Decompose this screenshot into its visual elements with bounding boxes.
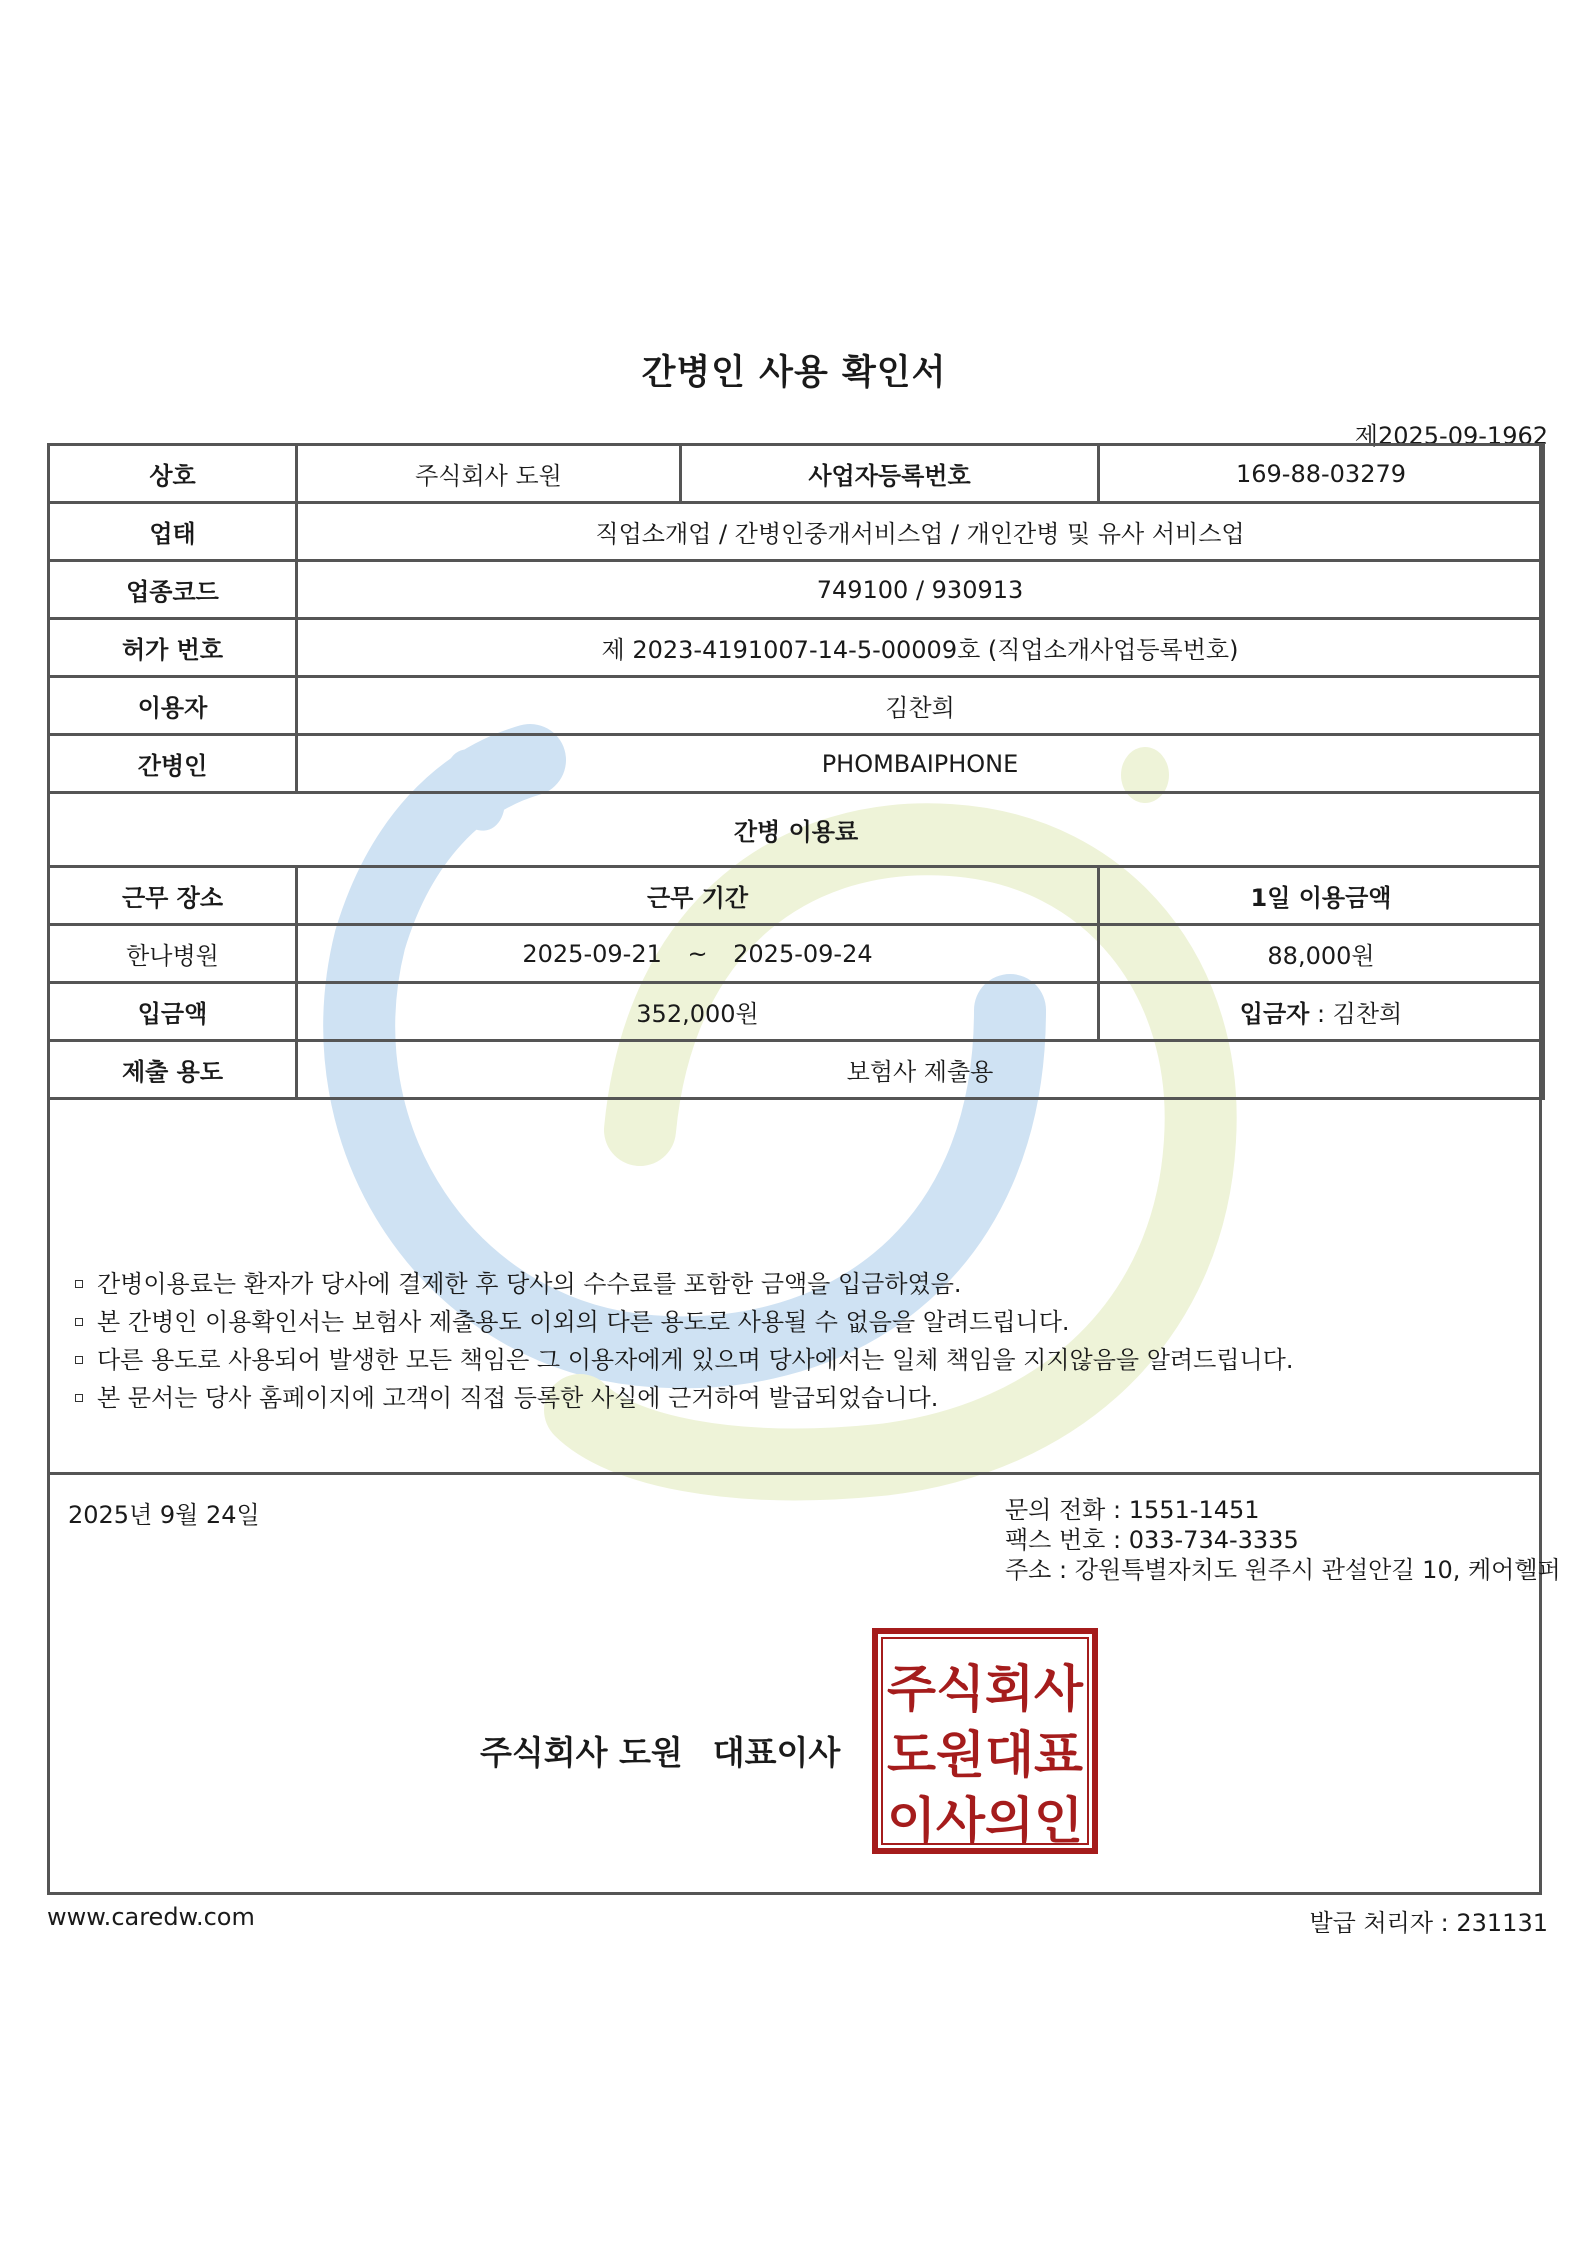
- deposit-value: 352,000원: [297, 983, 1099, 1041]
- license-value: 제 2023-4191007-14-5-00009호 (직업소개사업등록번호): [297, 619, 1544, 677]
- work-place-value: 한나병원: [49, 925, 297, 983]
- website-link[interactable]: www.caredw.com: [47, 1903, 255, 1931]
- purpose-value: 보험사 제출용: [297, 1041, 1544, 1099]
- table-row: [49, 867, 1544, 925]
- square-bullet-icon: [75, 1318, 83, 1326]
- period-end: 2025-09-24: [733, 939, 873, 968]
- work-period-label: 근무 기간: [297, 867, 1099, 925]
- svg-text:이사의인: 이사의인: [887, 1792, 1083, 1850]
- user-value: 김찬희: [297, 677, 1544, 735]
- period-start: 2025-09-21: [522, 939, 662, 968]
- work-place-label: 근무 장소: [49, 867, 297, 925]
- depositor-separator: :: [1309, 1000, 1333, 1028]
- company-signature: [480, 1727, 840, 1774]
- bizno-label: 사업자등록번호: [681, 445, 1099, 503]
- user-label: 이용자: [49, 677, 297, 735]
- table-row: [49, 735, 1544, 793]
- table-row: [49, 1041, 1544, 1099]
- list-item: [75, 1379, 1293, 1417]
- industry-code-value: 749100 / 930913: [297, 561, 1544, 619]
- contact-info: [1005, 1495, 1561, 1585]
- note-text: 본 문서는 당사 홈페이지에 고객이 직접 등록한 사실에 근거하여 발급되었습니다.: [97, 1384, 939, 1412]
- table-row: [49, 983, 1544, 1041]
- square-bullet-icon: [75, 1356, 83, 1364]
- list-item: [75, 1265, 1293, 1303]
- issuer-id: 발급 처리자 : 231131: [1309, 1909, 1548, 1937]
- industry-code-label: 업종코드: [49, 561, 297, 619]
- document-number: 제2025-09-1962: [1354, 422, 1548, 450]
- bizno-value: 169-88-03279: [1099, 445, 1544, 503]
- depositor-value: 김찬희: [1332, 1000, 1403, 1028]
- depositor-label: 입금자: [1239, 1000, 1310, 1028]
- phone-number: 문의 전화 : 1551-1451: [1005, 1496, 1260, 1524]
- representative-title: 대표이사: [712, 1733, 841, 1772]
- notes-list: [75, 1265, 1293, 1417]
- company-address: 주소 : 강원특별자치도 원주시 관설안길 10, 케어헬퍼: [1005, 1556, 1561, 1584]
- work-period-value: [297, 925, 1099, 983]
- purpose-label: 제출 용도: [49, 1041, 297, 1099]
- caregiver-value: PHOMBAIPHONE: [297, 735, 1544, 793]
- note-text: 본 간병인 이용확인서는 보험사 제출용도 이외의 다른 용도로 사용될 수 없음을 알려드립니다.: [97, 1308, 1070, 1336]
- biztype-label: 업태: [49, 503, 297, 561]
- table-row: [49, 793, 1544, 867]
- company-value: 주식회사 도원: [297, 445, 681, 503]
- list-item: [75, 1303, 1293, 1341]
- table-row: [49, 503, 1544, 561]
- period-separator: ~: [687, 939, 708, 968]
- company-seal-stamp: [872, 1628, 1098, 1854]
- svg-text:도원대표: 도원대표: [887, 1726, 1084, 1784]
- section-divider: [47, 1472, 1542, 1475]
- company-label: 상호: [49, 445, 297, 503]
- list-item: [75, 1341, 1293, 1379]
- svg-text:주식회사: 주식회사: [887, 1660, 1084, 1718]
- info-table: [47, 443, 1545, 1100]
- table-row: [49, 445, 1544, 503]
- daily-fee-value: 88,000원: [1099, 925, 1544, 983]
- note-text: 다른 용도로 사용되어 발생한 모든 책임은 그 이용자에게 있으며 당사에서는 일체 책임을 지지않음을 알려드립니다.: [97, 1346, 1294, 1374]
- table-row: [49, 619, 1544, 677]
- depositor-cell: [1099, 983, 1544, 1041]
- company-name: 주식회사 도원: [480, 1733, 683, 1772]
- issue-date: 2025년 9월 24일: [68, 1501, 260, 1529]
- table-row: [49, 561, 1544, 619]
- note-text: 간병이용료는 환자가 당사에 결제한 후 당사의 수수료를 포함한 금액을 입금하였음.: [97, 1270, 962, 1298]
- document-title: 간병인 사용 확인서: [641, 353, 947, 393]
- daily-fee-label: 1일 이용금액: [1099, 867, 1544, 925]
- license-label: 허가 번호: [49, 619, 297, 677]
- square-bullet-icon: [75, 1280, 83, 1288]
- table-row: [49, 677, 1544, 735]
- caregiver-label: 간병인: [49, 735, 297, 793]
- table-row: [49, 925, 1544, 983]
- deposit-label: 입금액: [49, 983, 297, 1041]
- biztype-value: 직업소개업 / 간병인중개서비스업 / 개인간병 및 유사 서비스업: [297, 503, 1544, 561]
- square-bullet-icon: [75, 1394, 83, 1402]
- fee-section-title: 간병 이용료: [49, 793, 1544, 867]
- fax-number: 팩스 번호 : 033-734-3335: [1005, 1526, 1299, 1554]
